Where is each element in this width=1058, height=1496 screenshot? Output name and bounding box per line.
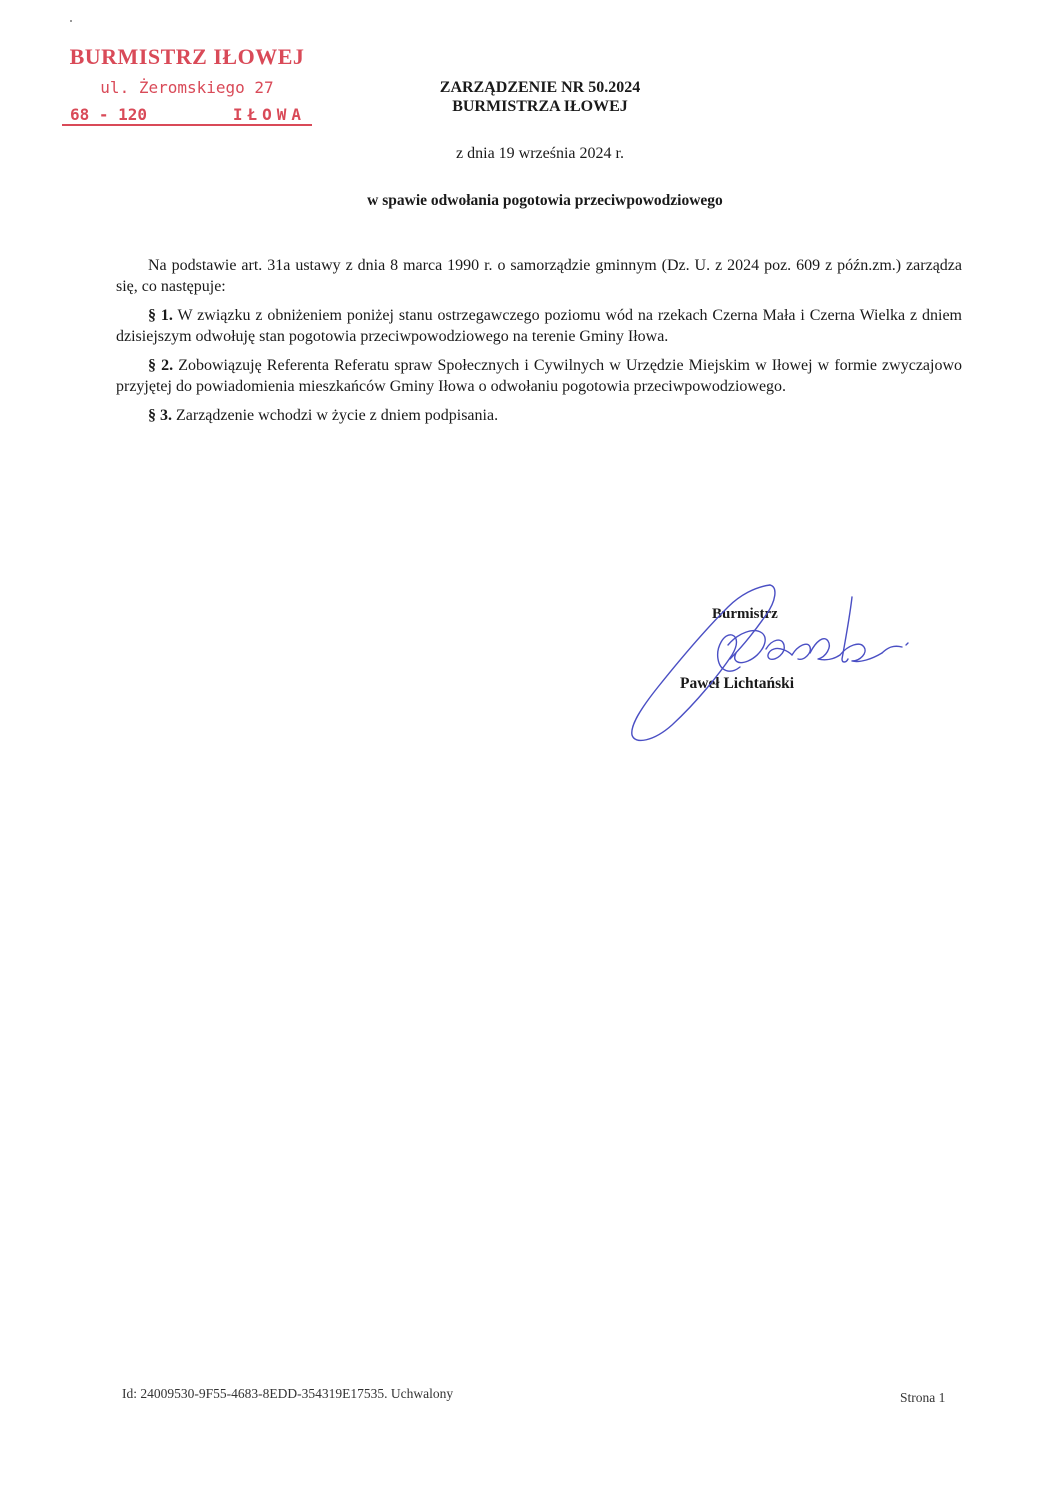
document-id: Id: 24009530-9F55-4683-8EDD-354319E17535. Uchwalony bbox=[122, 1386, 454, 1401]
office-stamp bbox=[62, 44, 312, 126]
signatory-name: Paweł Lichtański bbox=[680, 675, 795, 692]
stamp-line-street: ul. Żeromskiego 27 bbox=[100, 78, 274, 97]
paragraph-1 bbox=[116, 305, 962, 347]
stamp-line-city bbox=[62, 105, 312, 126]
paragraph-3-text: Zarządzenie wchodzi w życie z dniem podpisania. bbox=[176, 407, 499, 424]
document-authority: BURMISTRZA IŁOWEJ bbox=[452, 98, 628, 115]
document-body bbox=[116, 255, 962, 434]
stamp-postal-code: 68 - 120 bbox=[70, 105, 148, 124]
paragraph-3-number: § 3. bbox=[148, 407, 172, 424]
signatory-role: Burmistrz bbox=[712, 606, 778, 622]
paragraph-2 bbox=[116, 355, 962, 397]
page-number: Strona 1 bbox=[900, 1390, 946, 1405]
stamp-line-office: BURMISTRZ IŁOWEJ bbox=[69, 44, 305, 69]
document-date: z dnia 19 września 2024 r. bbox=[456, 145, 624, 162]
paragraph-3 bbox=[116, 405, 962, 426]
stamp-city: IŁOWA bbox=[232, 105, 306, 124]
document-title: ZARZĄDZENIE NR 50.2024 bbox=[439, 79, 641, 96]
paragraph-2-number: § 2. bbox=[148, 357, 174, 374]
paragraph-2-text: Zobowiązuję Referenta Referatu spraw Społecznych i Cywilnych w Urzędzie Miejskim w Iłowej w formie zwyczajowo przyjętej do powiadomienia mieszkańców Gminy Iłowa o odwołaniu pogotowia przeciwpowodziowego. bbox=[116, 357, 963, 395]
paragraph-1-number: § 1. bbox=[148, 307, 173, 324]
preamble: Na podstawie art. 31a ustawy z dnia 8 marca 1990 r. o samorządzie gminnym (Dz. U. z 2024 poz. 609 z późn.zm.) zarządza się, co następuje: bbox=[116, 257, 962, 295]
scan-speck bbox=[70, 20, 72, 22]
document-subject: w spawie odwołania pogotowia przeciwpowodziowego bbox=[367, 192, 723, 209]
document-heading bbox=[380, 78, 700, 116]
paragraph-1-text: W związku z obniżeniem poniżej stanu ostrzegawczego poziomu wód na rzekach Czerna Mała i Czerna Wielka z dniem dzisiejszym odwołuję stan pogotowia przeciwpowodziowego na terenie Gminy Iłowa. bbox=[116, 307, 963, 345]
handwritten-signature bbox=[620, 575, 920, 750]
